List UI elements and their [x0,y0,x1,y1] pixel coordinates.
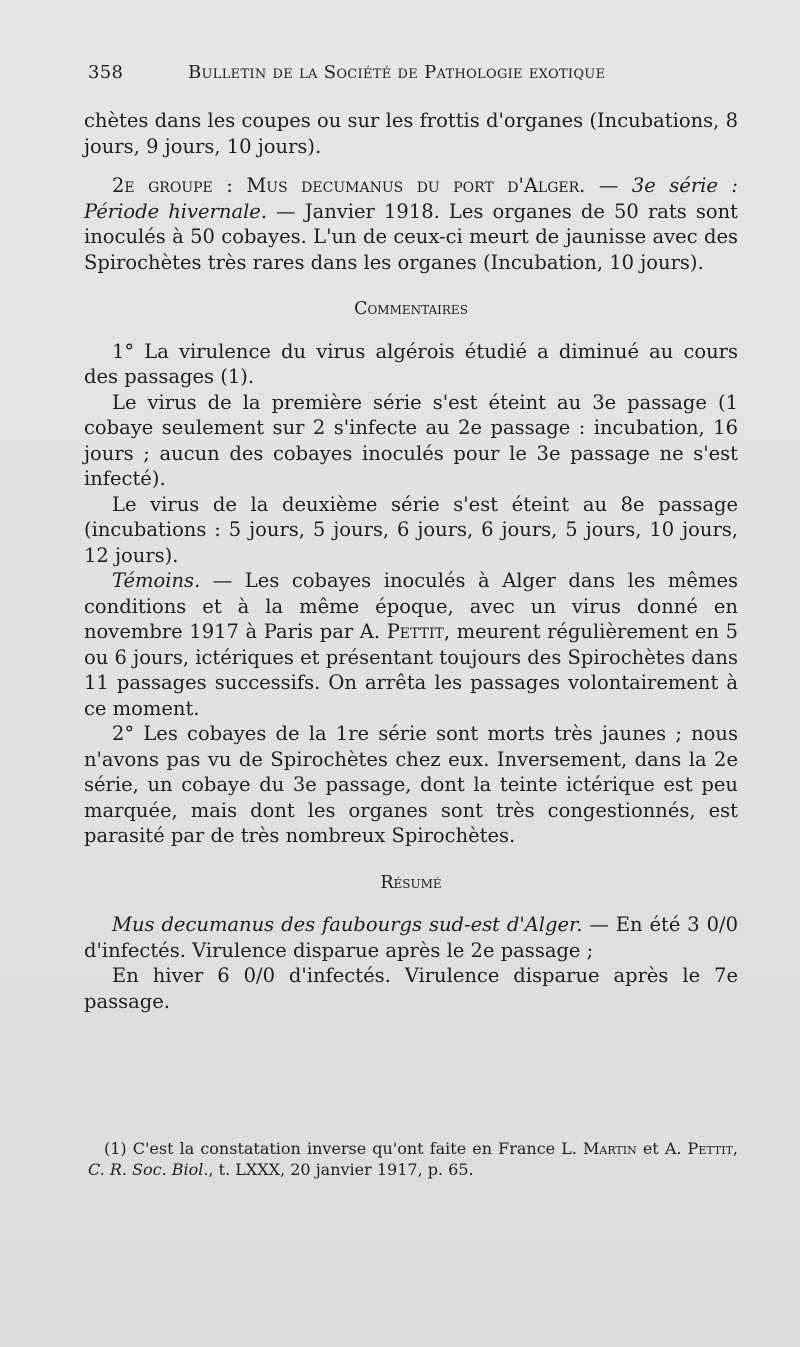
paragraph-text: , meurent régulièrement en 5 ou 6 jours, ictériques et présentant toujours des Spirochètes dans 11 passages successifs. On arrêta les passages volontairement à ce moment. [84,620,738,720]
series-label: 3e série : Période hivernale. [84,174,738,223]
resume-paragraph-2: En hiver 6 0/0 d'infectés. Virulence disparue après le 7e passage. [84,964,738,1013]
section-heading-commentaires: Commentaires [354,299,468,319]
paragraph-text: — En été 3 0/0 d'infectés. Virulence disparue après le 2e passage ; [84,913,738,962]
resume-paragraph-1 [84,912,738,963]
group-label: 2e groupe : Mus decumanus du port d'Alger. [112,174,586,197]
footnote-1 [88,1138,738,1180]
author-name: Pettit [687,1139,733,1158]
resume-title: Mus decumanus des faubourgs sud-est d'Alger. [112,913,583,936]
footnote-text: , [732,1139,738,1158]
temoins-label: Témoins. [112,569,201,592]
comment-paragraph-1: 1° La virulence du virus algérois étudié a diminué au cours des passages (1). [84,339,738,388]
paragraph-text: — Les cobayes inoculés à Alger dans les mêmes conditions et à la même époque, avec un virus donné en novembre 1917 à Paris par A. [84,569,738,643]
journal-name: C. R. Soc. Biol. [88,1160,209,1179]
dash: — [585,174,632,197]
paragraph-continued: chètes dans les coupes ou sur les frottis d'organes (Incubations, 8 jours, 9 jours, 10 jours). [84,109,738,158]
comment-paragraph-temoins [84,568,738,721]
section-heading-resume: Résumé [380,872,442,893]
main-text [84,108,738,1014]
footnote-text: et A. [636,1139,688,1158]
comment-paragraph-2: Le virus de la première série s'est éteint au 3e passage (1 cobaye seulement sur 2 s'infecte au 2e passage : incubation, 16 jours ; aucun des cobayes inoculés pour le 3e passage ne s'est infecté). [84,390,738,490]
footnote-text: (1) C'est la constatation inverse qu'ont faite en France L. [104,1139,584,1158]
author-name: Martin [583,1139,637,1158]
running-title: Bulletin de la Société de Pathologie exotique [188,62,606,83]
paragraph-second-group [84,173,738,275]
footnote-text: , t. LXXX, 20 janvier 1917, p. 65. [208,1160,474,1179]
author-name: Pettit [386,620,444,643]
spacer [84,159,738,173]
paragraph-text: — Janvier 1918. Les organes de 50 rats sont inoculés à 50 cobayes. L'un de ceux-ci meurt de jaunisse avec des Spirochètes très rares dans les organes (Incubation, 10 jours). [84,199,738,274]
page-number: 358 [88,62,124,83]
footnote [88,1138,738,1180]
comment-paragraph-5: 2° Les cobayes de la 1re série sont morts très jaunes ; nous n'avons pas vu de Spirochètes chez eux. Inversement, dans la 2e série, un cobaye du 3e passage, dont la teinte ictérique est peu marquée, mais dont les organes sont très congestionnés, est parasité par de très nombreux Spirochètes. [84,722,738,847]
comment-paragraph-3: Le virus de la deuxième série s'est éteint au 8e passage (incubations : 5 jours, 5 jours, 6 jours, 6 jours, 5 jours, 10 jours, 12 jours). [84,492,738,567]
